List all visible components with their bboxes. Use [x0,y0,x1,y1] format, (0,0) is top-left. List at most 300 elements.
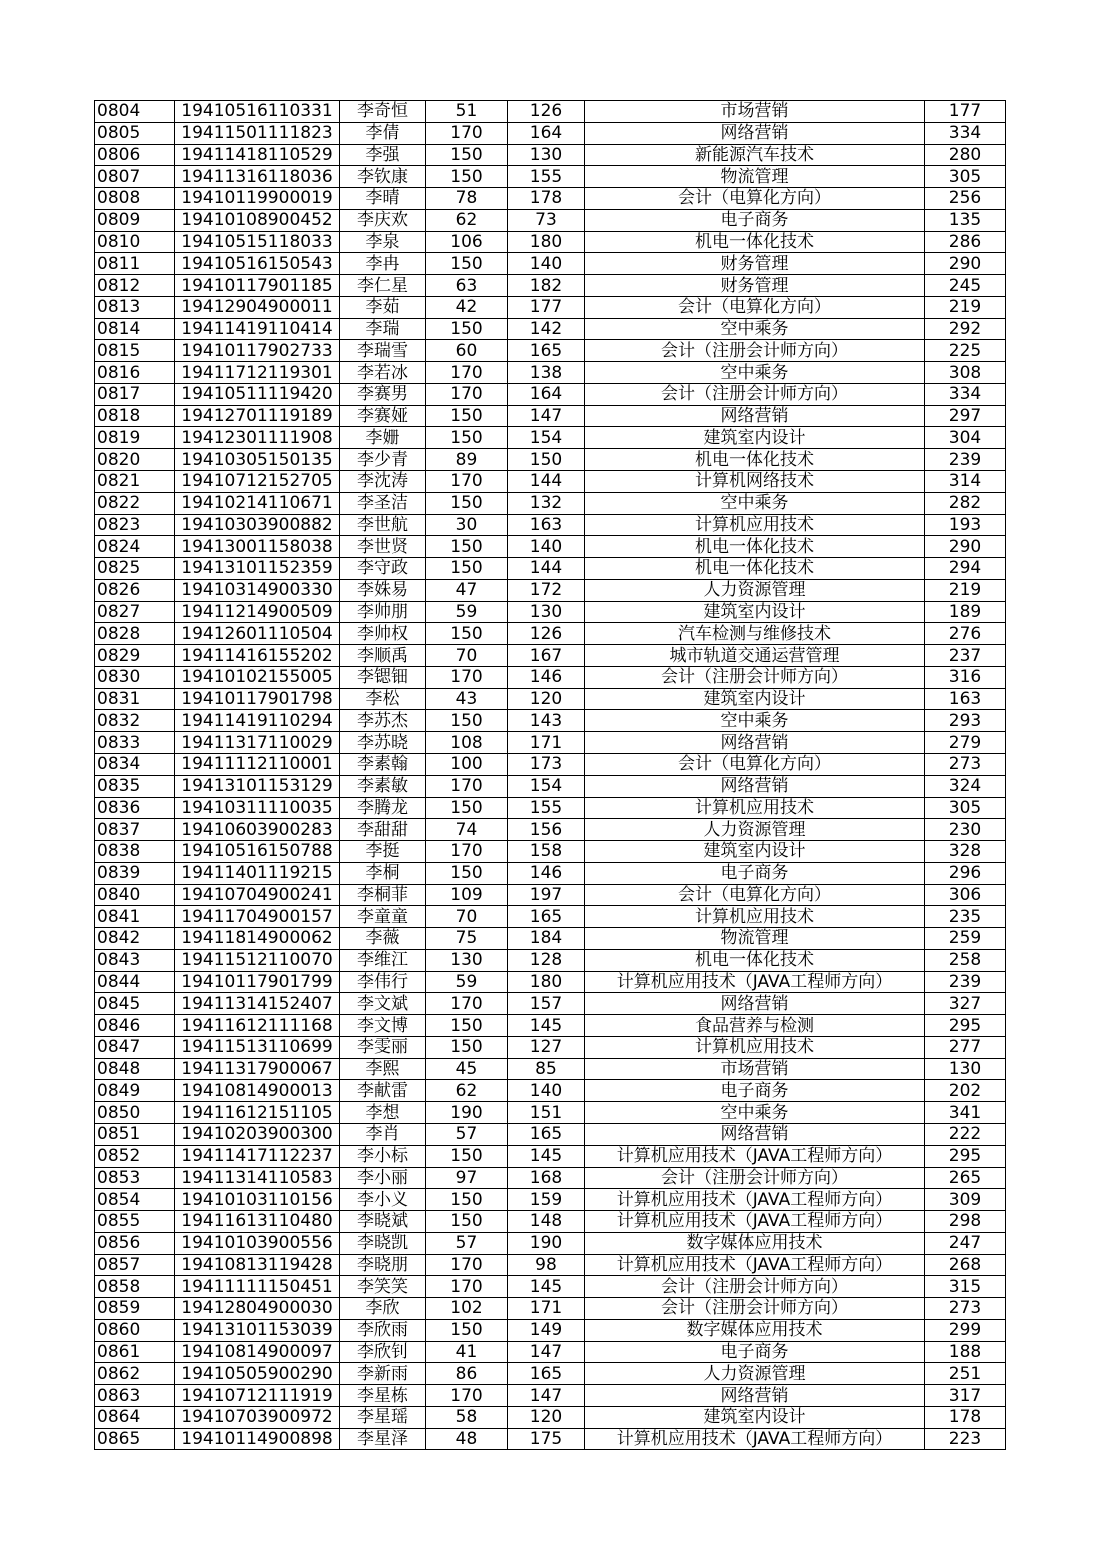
row-number-cell: 0840 [95,884,175,906]
exam-id-cell: 19410703900972 [175,1406,340,1428]
table-row [95,188,1006,210]
score-b-cell: 155 [508,797,585,819]
score-a-cell: 109 [426,884,508,906]
score-b-cell: 145 [508,1015,585,1037]
major-cell: 人力资源管理 [585,1363,925,1385]
table-row [95,1298,1006,1320]
student-name-cell: 李顺禹 [340,645,426,667]
score-a-cell: 150 [426,427,508,449]
student-name-cell: 李锶钿 [340,666,426,688]
row-number-cell: 0807 [95,166,175,188]
row-number-cell: 0855 [95,1211,175,1233]
total-score-cell: 341 [925,1102,1006,1124]
major-cell: 会计（电算化方向） [585,188,925,210]
score-b-cell: 164 [508,122,585,144]
score-b-cell: 146 [508,862,585,884]
table-row [95,819,1006,841]
exam-id-cell: 19412301111908 [175,427,340,449]
score-a-cell: 170 [426,122,508,144]
major-cell: 人力资源管理 [585,819,925,841]
score-b-cell: 130 [508,144,585,166]
score-a-cell: 48 [426,1428,508,1450]
score-b-cell: 151 [508,1102,585,1124]
total-score-cell: 130 [925,1058,1006,1080]
score-a-cell: 170 [426,666,508,688]
exam-id-cell: 19411417112237 [175,1145,340,1167]
student-name-cell: 李倩 [340,122,426,144]
major-cell: 建筑室内设计 [585,688,925,710]
score-b-cell: 85 [508,1058,585,1080]
major-cell: 会计（注册会计师方向） [585,1276,925,1298]
total-score-cell: 188 [925,1341,1006,1363]
row-number-cell: 0843 [95,949,175,971]
table-row [95,862,1006,884]
table-row [95,1385,1006,1407]
table-row [95,1341,1006,1363]
total-score-cell: 327 [925,993,1006,1015]
score-a-cell: 170 [426,383,508,405]
major-cell: 空中乘务 [585,710,925,732]
table-row [95,340,1006,362]
exam-id-cell: 19411314110583 [175,1167,340,1189]
total-score-cell: 276 [925,623,1006,645]
major-cell: 物流管理 [585,928,925,950]
major-cell: 城市轨道交通运营管理 [585,645,925,667]
major-cell: 网络营销 [585,1385,925,1407]
row-number-cell: 0833 [95,732,175,754]
exam-id-cell: 19410119900019 [175,188,340,210]
student-name-cell: 李文博 [340,1015,426,1037]
major-cell: 财务管理 [585,275,925,297]
major-cell: 市场营销 [585,1058,925,1080]
score-a-cell: 150 [426,536,508,558]
table-row [95,166,1006,188]
major-cell: 数字媒体应用技术 [585,1319,925,1341]
score-b-cell: 172 [508,579,585,601]
row-number-cell: 0858 [95,1276,175,1298]
score-b-cell: 140 [508,536,585,558]
score-a-cell: 170 [426,775,508,797]
score-b-cell: 156 [508,819,585,841]
table-row [95,928,1006,950]
student-name-cell: 李瑞雪 [340,340,426,362]
table-row [95,775,1006,797]
total-score-cell: 295 [925,1015,1006,1037]
total-score-cell: 273 [925,753,1006,775]
score-b-cell: 126 [508,623,585,645]
student-name-cell: 李童童 [340,906,426,928]
major-cell: 会计（电算化方向） [585,753,925,775]
total-score-cell: 202 [925,1080,1006,1102]
student-name-cell: 李姗 [340,427,426,449]
table-row [95,797,1006,819]
score-a-cell: 97 [426,1167,508,1189]
table-row [95,1254,1006,1276]
score-a-cell: 150 [426,318,508,340]
score-a-cell: 58 [426,1406,508,1428]
total-score-cell: 334 [925,122,1006,144]
row-number-cell: 0860 [95,1319,175,1341]
score-a-cell: 150 [426,623,508,645]
student-name-cell: 李若冰 [340,362,426,384]
score-b-cell: 155 [508,166,585,188]
major-cell: 食品营养与检测 [585,1015,925,1037]
table-row [95,383,1006,405]
table-row [95,884,1006,906]
score-b-cell: 148 [508,1211,585,1233]
table-row [95,1428,1006,1450]
major-cell: 建筑室内设计 [585,841,925,863]
total-score-cell: 189 [925,601,1006,623]
total-score-cell: 223 [925,1428,1006,1450]
score-b-cell: 190 [508,1232,585,1254]
row-number-cell: 0823 [95,514,175,536]
student-name-cell: 李新雨 [340,1363,426,1385]
score-a-cell: 62 [426,209,508,231]
total-score-cell: 295 [925,1145,1006,1167]
table-row [95,1123,1006,1145]
total-score-cell: 282 [925,492,1006,514]
row-number-cell: 0839 [95,862,175,884]
row-number-cell: 0846 [95,1015,175,1037]
major-cell: 空中乘务 [585,492,925,514]
table-row [95,623,1006,645]
score-b-cell: 167 [508,645,585,667]
score-b-cell: 147 [508,1385,585,1407]
exam-id-cell: 19410712111919 [175,1385,340,1407]
table-row [95,645,1006,667]
exam-id-cell: 19410103110156 [175,1189,340,1211]
row-number-cell: 0811 [95,253,175,275]
student-name-cell: 李小标 [340,1145,426,1167]
score-b-cell: 171 [508,1298,585,1320]
table-row [95,558,1006,580]
total-score-cell: 273 [925,1298,1006,1320]
student-name-cell: 李泉 [340,231,426,253]
major-cell: 会计（注册会计师方向） [585,383,925,405]
student-name-cell: 李晓斌 [340,1211,426,1233]
student-name-cell: 李薇 [340,928,426,950]
exam-id-cell: 19411613110480 [175,1211,340,1233]
exam-id-cell: 19411316118036 [175,166,340,188]
exam-id-cell: 19411501111823 [175,122,340,144]
exam-id-cell: 19410814900097 [175,1341,340,1363]
score-a-cell: 47 [426,579,508,601]
major-cell: 计算机应用技术 [585,797,925,819]
total-score-cell: 277 [925,1036,1006,1058]
major-cell: 机电一体化技术 [585,949,925,971]
score-a-cell: 60 [426,340,508,362]
total-score-cell: 316 [925,666,1006,688]
score-b-cell: 142 [508,318,585,340]
score-b-cell: 73 [508,209,585,231]
major-cell: 机电一体化技术 [585,558,925,580]
major-cell: 计算机应用技术（JAVA工程师方向） [585,971,925,993]
score-b-cell: 146 [508,666,585,688]
total-score-cell: 225 [925,340,1006,362]
row-number-cell: 0821 [95,471,175,493]
total-score-cell: 308 [925,362,1006,384]
row-number-cell: 0810 [95,231,175,253]
major-cell: 会计（注册会计师方向） [585,340,925,362]
row-number-cell: 0848 [95,1058,175,1080]
table-row [95,514,1006,536]
major-cell: 机电一体化技术 [585,231,925,253]
total-score-cell: 305 [925,166,1006,188]
row-number-cell: 0837 [95,819,175,841]
student-name-cell: 李小义 [340,1189,426,1211]
table-row [95,1145,1006,1167]
score-b-cell: 159 [508,1189,585,1211]
row-number-cell: 0808 [95,188,175,210]
row-number-cell: 0822 [95,492,175,514]
student-name-cell: 李欣钊 [340,1341,426,1363]
exam-id-cell: 19410505900290 [175,1363,340,1385]
score-a-cell: 150 [426,492,508,514]
score-b-cell: 127 [508,1036,585,1058]
table-row [95,362,1006,384]
score-a-cell: 170 [426,1385,508,1407]
table-row [95,1319,1006,1341]
table-row [95,122,1006,144]
exam-id-cell: 19410203900300 [175,1123,340,1145]
exam-id-cell: 19410102155005 [175,666,340,688]
row-number-cell: 0859 [95,1298,175,1320]
score-a-cell: 150 [426,797,508,819]
total-score-cell: 237 [925,645,1006,667]
exam-id-cell: 19410214110671 [175,492,340,514]
score-b-cell: 144 [508,471,585,493]
score-a-cell: 100 [426,753,508,775]
total-score-cell: 309 [925,1189,1006,1211]
student-name-cell: 李仁星 [340,275,426,297]
table-row [95,1211,1006,1233]
score-b-cell: 158 [508,841,585,863]
total-score-cell: 294 [925,558,1006,580]
exam-id-cell: 19410117901798 [175,688,340,710]
major-cell: 会计（电算化方向） [585,296,925,318]
table-row [95,1276,1006,1298]
row-number-cell: 0814 [95,318,175,340]
exam-id-cell: 19410114900898 [175,1428,340,1450]
major-cell: 会计（电算化方向） [585,884,925,906]
total-score-cell: 239 [925,971,1006,993]
table-row [95,579,1006,601]
row-number-cell: 0863 [95,1385,175,1407]
row-number-cell: 0828 [95,623,175,645]
total-score-cell: 315 [925,1276,1006,1298]
student-name-cell: 李强 [340,144,426,166]
score-b-cell: 165 [508,1363,585,1385]
total-score-cell: 230 [925,819,1006,841]
major-cell: 会计（注册会计师方向） [585,666,925,688]
student-name-cell: 李松 [340,688,426,710]
exam-id-cell: 19412804900030 [175,1298,340,1320]
score-a-cell: 70 [426,645,508,667]
major-cell: 计算机应用技术 [585,514,925,536]
student-name-cell: 李献雷 [340,1080,426,1102]
row-number-cell: 0838 [95,841,175,863]
table-row [95,1406,1006,1428]
score-b-cell: 154 [508,427,585,449]
total-score-cell: 222 [925,1123,1006,1145]
student-name-cell: 李星栋 [340,1385,426,1407]
score-b-cell: 165 [508,906,585,928]
score-a-cell: 170 [426,993,508,1015]
score-a-cell: 170 [426,841,508,863]
total-score-cell: 298 [925,1211,1006,1233]
total-score-cell: 324 [925,775,1006,797]
row-number-cell: 0862 [95,1363,175,1385]
score-b-cell: 145 [508,1276,585,1298]
total-score-cell: 163 [925,688,1006,710]
score-a-cell: 108 [426,732,508,754]
exam-id-cell: 19410712152705 [175,471,340,493]
major-cell: 网络营销 [585,732,925,754]
score-b-cell: 163 [508,514,585,536]
row-number-cell: 0812 [95,275,175,297]
major-cell: 计算机应用技术（JAVA工程师方向） [585,1145,925,1167]
major-cell: 财务管理 [585,253,925,275]
total-score-cell: 239 [925,449,1006,471]
score-b-cell: 147 [508,1341,585,1363]
student-name-cell: 李想 [340,1102,426,1124]
major-cell: 计算机应用技术 [585,906,925,928]
major-cell: 会计（注册会计师方向） [585,1298,925,1320]
row-number-cell: 0857 [95,1254,175,1276]
row-number-cell: 0832 [95,710,175,732]
table-row [95,405,1006,427]
table-row [95,688,1006,710]
score-a-cell: 150 [426,1319,508,1341]
score-b-cell: 120 [508,688,585,710]
exam-id-cell: 19411513110699 [175,1036,340,1058]
row-number-cell: 0815 [95,340,175,362]
table-row [95,253,1006,275]
row-number-cell: 0818 [95,405,175,427]
table-row [95,209,1006,231]
score-a-cell: 170 [426,1254,508,1276]
exam-id-cell: 19412601110504 [175,623,340,645]
exam-id-cell: 19411112110001 [175,753,340,775]
row-number-cell: 0824 [95,536,175,558]
score-a-cell: 41 [426,1341,508,1363]
student-name-cell: 李奇恒 [340,101,426,123]
student-name-cell: 李帅朋 [340,601,426,623]
score-b-cell: 145 [508,1145,585,1167]
score-b-cell: 138 [508,362,585,384]
total-score-cell: 178 [925,1406,1006,1428]
row-number-cell: 0834 [95,753,175,775]
table-row [95,1232,1006,1254]
score-b-cell: 157 [508,993,585,1015]
student-name-cell: 李苏杰 [340,710,426,732]
table-row [95,1189,1006,1211]
score-a-cell: 150 [426,1015,508,1037]
total-score-cell: 314 [925,471,1006,493]
exam-id-cell: 19413101153039 [175,1319,340,1341]
table-row [95,536,1006,558]
major-cell: 新能源汽车技术 [585,144,925,166]
major-cell: 机电一体化技术 [585,536,925,558]
table-row [95,449,1006,471]
score-a-cell: 86 [426,1363,508,1385]
student-name-cell: 李帅权 [340,623,426,645]
total-score-cell: 279 [925,732,1006,754]
score-b-cell: 165 [508,1123,585,1145]
student-name-cell: 李苏晓 [340,732,426,754]
score-a-cell: 45 [426,1058,508,1080]
total-score-cell: 268 [925,1254,1006,1276]
exam-id-cell: 19410103900556 [175,1232,340,1254]
score-b-cell: 173 [508,753,585,775]
score-a-cell: 170 [426,362,508,384]
row-number-cell: 0865 [95,1428,175,1450]
exam-id-cell: 19413001158038 [175,536,340,558]
score-a-cell: 78 [426,188,508,210]
major-cell: 电子商务 [585,209,925,231]
student-name-cell: 李世贤 [340,536,426,558]
exam-id-cell: 19411418110529 [175,144,340,166]
student-name-cell: 李肖 [340,1123,426,1145]
total-score-cell: 259 [925,928,1006,950]
major-cell: 汽车检测与维修技术 [585,623,925,645]
row-number-cell: 0841 [95,906,175,928]
total-score-cell: 328 [925,841,1006,863]
exam-id-cell: 19410303900882 [175,514,340,536]
major-cell: 计算机应用技术（JAVA工程师方向） [585,1211,925,1233]
score-b-cell: 175 [508,1428,585,1450]
student-name-cell: 李素翰 [340,753,426,775]
student-name-cell: 李少青 [340,449,426,471]
total-score-cell: 219 [925,296,1006,318]
total-score-cell: 299 [925,1319,1006,1341]
row-number-cell: 0835 [95,775,175,797]
exam-id-cell: 19410516150788 [175,841,340,863]
table-row [95,1080,1006,1102]
table-row [95,949,1006,971]
score-a-cell: 150 [426,1211,508,1233]
score-a-cell: 150 [426,405,508,427]
score-a-cell: 63 [426,275,508,297]
student-name-cell: 李圣洁 [340,492,426,514]
table-row [95,710,1006,732]
major-cell: 会计（注册会计师方向） [585,1167,925,1189]
exam-id-cell: 19410813119428 [175,1254,340,1276]
major-cell: 网络营销 [585,122,925,144]
table-row [95,318,1006,340]
score-b-cell: 126 [508,101,585,123]
student-name-cell: 李笑笑 [340,1276,426,1298]
score-a-cell: 150 [426,253,508,275]
table-row [95,144,1006,166]
major-cell: 数字媒体应用技术 [585,1232,925,1254]
total-score-cell: 290 [925,253,1006,275]
total-score-cell: 296 [925,862,1006,884]
score-b-cell: 164 [508,383,585,405]
score-b-cell: 98 [508,1254,585,1276]
row-number-cell: 0813 [95,296,175,318]
row-number-cell: 0847 [95,1036,175,1058]
row-number-cell: 0830 [95,666,175,688]
major-cell: 网络营销 [585,993,925,1015]
major-cell: 网络营销 [585,405,925,427]
student-name-cell: 李茹 [340,296,426,318]
row-number-cell: 0805 [95,122,175,144]
score-a-cell: 70 [426,906,508,928]
major-cell: 建筑室内设计 [585,427,925,449]
student-name-cell: 李晓凯 [340,1232,426,1254]
